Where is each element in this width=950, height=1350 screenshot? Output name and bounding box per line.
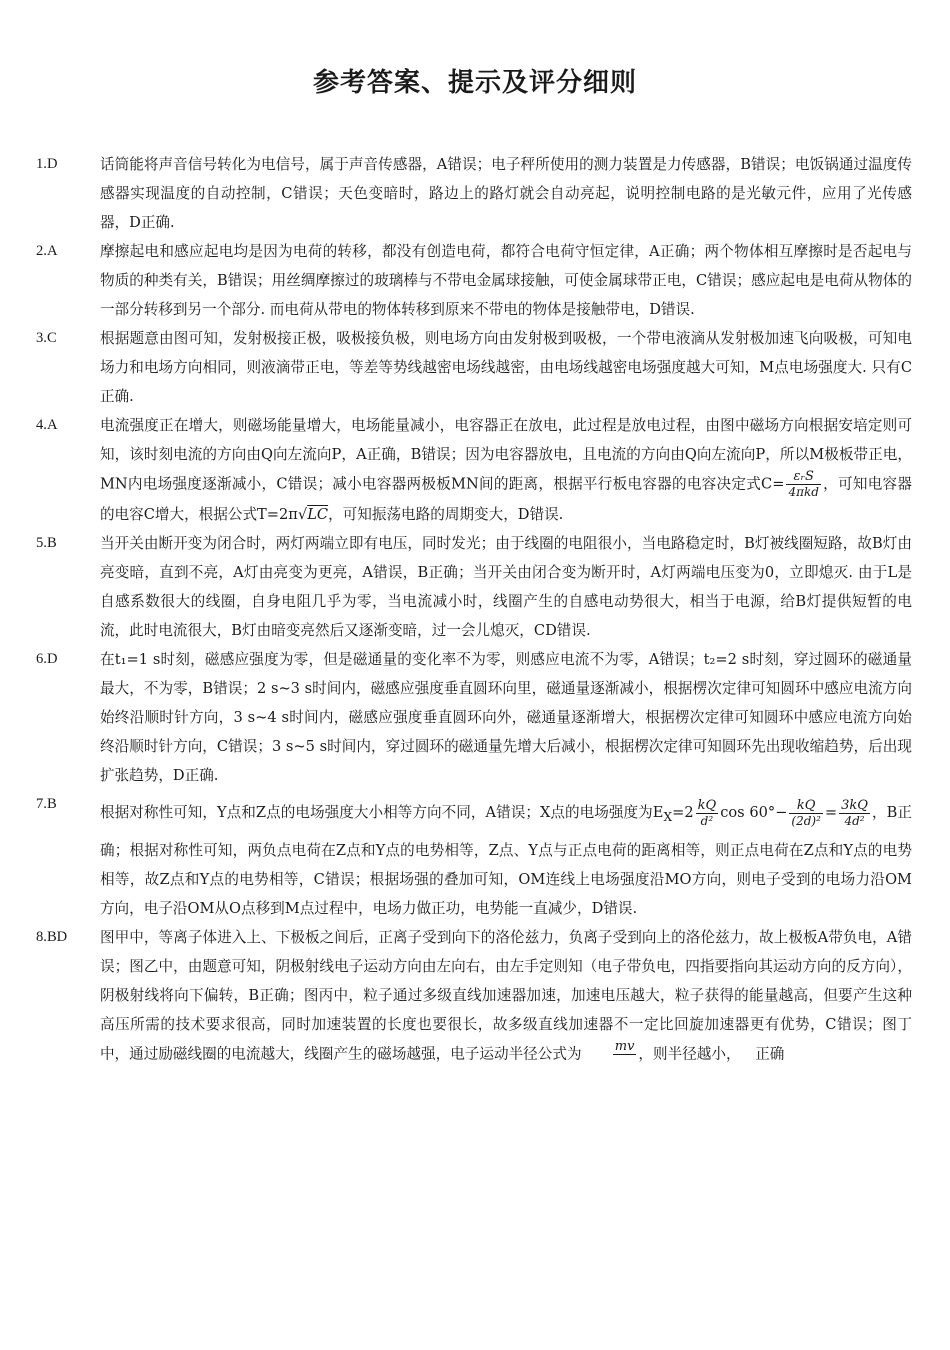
item-answer: B (46, 535, 57, 551)
text-segment: ，可知振荡电路的周期变大，D错误. (328, 506, 564, 523)
answer-item-8 (36, 923, 912, 1070)
text-segment: = (824, 804, 838, 821)
item-number: 4. (36, 417, 47, 433)
capacitance-fraction (786, 469, 820, 500)
item-answer: D (46, 156, 58, 172)
sqrt-expression: √LC (297, 506, 329, 523)
item-explanation (100, 411, 912, 529)
formula-line (684, 797, 872, 828)
fraction-numerator: kQ (789, 798, 823, 814)
text-segment: = (672, 804, 685, 821)
page-title: 参考答案、提示及评分细则 (312, 68, 637, 98)
fraction-denominator: (2d)² (791, 813, 821, 828)
fraction-numerator: kQ (697, 797, 717, 813)
item-explanation (100, 923, 912, 1070)
fraction-denominator: 4πkd (788, 485, 819, 499)
formula-fraction (696, 798, 719, 829)
text-segment: 电流强度正在增大，则磁场能量增大，电场能量减小，电容器正在放电，此过程是放电过程，由图中磁场方向根据安培定则可知，该时刻电流的方向由Q向左流向P，A正确，B错误；因为电容器放电，且电流的方向由Q向左流向P，所以M极板带正电，MN内电场强度逐渐减小，C错误；减小电容器两极板MN间的距离，根据平行板电容器的电容决定式C= (99, 417, 912, 493)
text-segment: 2 (684, 804, 694, 821)
answer-item-7 (36, 790, 912, 923)
sqrt-radicand: LC (307, 506, 329, 523)
answer-list (36, 150, 912, 1070)
item-answer: B (46, 796, 57, 812)
answer-item-6 (36, 645, 912, 790)
item-answer: BD (46, 929, 68, 945)
fraction-numerator: 3kQ (841, 797, 868, 813)
text-segment: 图甲中，等离子体进入上、下极板之间后，正离子受到向下的洛伦兹力，负离子受到向上的洛伦兹力，故上极板A带负电，A错误；图乙中，由题意可知，阴极射线电子运动方向由左向右，由左手定则知（电子带负电，四指要指向其运动方向的反方向），阴极射线将向下偏转，B正确；图丙中，粒子通过多级直线加速器加速，加速电压越大，粒子获得的能量越高，但要产生这种高压所需的技术要求很高，同时加速装置的长度也要很长，故多级直线加速器不一定比回旋加速器更有优势，C错误；图丁中，通过励磁线圈的电流越大，线圈产生的磁场越强，电子运动半径公式为 (99, 929, 912, 1063)
radius-fraction (613, 1039, 637, 1070)
fraction-numerator: mv (614, 1039, 635, 1054)
item-number: 3. (36, 330, 47, 346)
item-explanation: 根据题意由图可知，发射极接正极，吸极接负极，则电场方向由发射极到吸极，一个带电液滴从发射极加速飞向吸极，可知电场力和电场方向相同，则液滴带正电，等差等势线越密电场线越密，由电场线越密电场强度越大可知，M点电场强度大. 只有C正确. (99, 330, 912, 405)
formula-fraction (839, 798, 870, 829)
item-number: 1. (36, 156, 47, 172)
item-explanation: 摩擦起电和感应起电均是因为电荷的转移，都没有创造电荷，都符合电荷守恒定律，A正确；两个物体相互摩擦时是否起电与物质的种类有关，B错误；用丝绸摩擦过的玻璃棒与不带电金属球接触，可使金属球带正电，C错误；感应起电是电荷从物体的一部分转移到另一个部分. 而电荷从带电的物体转移到原来不带电的物体是接触带电，D错误. (99, 243, 912, 318)
item-answer: D (46, 651, 58, 667)
answer-item-1 (36, 150, 912, 237)
item-number: 6. (36, 651, 47, 667)
answer-item-2 (36, 237, 912, 324)
formula-fraction (789, 798, 823, 829)
item-explanation: 话筒能将声音信号转化为电信号，属于声音传感器，A错误；电子秤所使用的测力装置是力传感器，B错误；电饭锅通过温度传感器实现温度的自动控制，C错误；天色变暗时，路边上的路灯就会自动亮起，说明控制电路的是光敏元件，应用了光传感器，D正确. (99, 156, 912, 231)
item-answer: A (46, 243, 58, 259)
subscript-x: X (663, 809, 673, 824)
text-segment: ，B正确；根据对称性可知，两负点电荷在Z点和Y点的电势相等，Z点、Y点与正点电荷的距离相等，则正点电荷在Z点和Y点的电势相等，故Z点和Y点的电势相等，C错误；根据场强的叠加可知，OM连线上电场强度沿MO方向，则电子受到的电场力沿OM方向，电子沿OM从O点移到M点过程中，电场力做正功，电势能一直减少，D错误. (99, 804, 912, 917)
fraction-denominator: 4d² (844, 813, 865, 828)
item-explanation: 当开关由断开变为闭合时，两灯两端立即有电压，同时发光；由于线圈的电阻很小，当电路稳定时，B灯被线圈短路，故B灯由亮变暗，直到不亮，A灯由亮变为更亮，A错误，B正确；当开关由闭合变为断开时，A灯两端电压变为0，立即熄灭. 由于L是自感系数很大的线圈，自身电阻几乎为零，当电流减小时，线圈产生的自感电动势很大，相当于电源，给B灯提供短暂的电流，此时电流很大，B灯由暗变亮然后又逐渐变暗，过一会儿熄灭，CD错误. (99, 535, 912, 639)
text-segment: cos 60°− (720, 804, 788, 821)
answer-item-4 (36, 411, 912, 529)
item-answer: A (46, 417, 58, 433)
item-explanation: 在t₁=1 s时刻，磁感应强度为零，但是磁通量的变化率不为零，则感应电流不为零，A错误；t₂=2 s时刻，穿过圆环的磁通量最大，不为零，B错误；2 s~3 s时间内，磁感应强度垂直圆环向里，磁通量逐渐减小，根据楞次定律可知圆环中感应电流方向始终沿顺时针方向，3 s~4 s时间内，磁感应强度垂直圆环向外，磁通量逐渐增大，根据楞次定律可知圆环中感应电流方向始终沿顺时针方向，C错误；3 s~5 s时间内，穿过圆环的磁通量先增大后减小，根据楞次定律可知圆环先出现收缩趋势，后出现扩张趋势，D正确. (99, 651, 912, 784)
item-number: 5. (36, 535, 47, 551)
text-segment: 根据对称性可知，Y点和Z点的电场强度大小相等方向不同，A错误；X点的电场强度为E (99, 804, 664, 821)
text-segment: ，则半径越小， (638, 1045, 741, 1063)
answer-item-5 (36, 529, 912, 645)
fraction-denominator (613, 1055, 637, 1070)
fraction-numerator: εᵣS (786, 469, 820, 485)
item-number: 7. (36, 796, 47, 812)
text-segment: ，可知电容器的电容C增大，根据公式T=2π (99, 475, 912, 523)
item-answer: C (46, 330, 57, 346)
text-segment: 正确 (755, 1045, 785, 1063)
item-explanation (100, 790, 912, 923)
answer-item-3 (36, 324, 912, 411)
item-number: 2. (36, 243, 47, 259)
fraction-denominator: d² (700, 813, 714, 828)
item-number: 8. (36, 929, 47, 945)
